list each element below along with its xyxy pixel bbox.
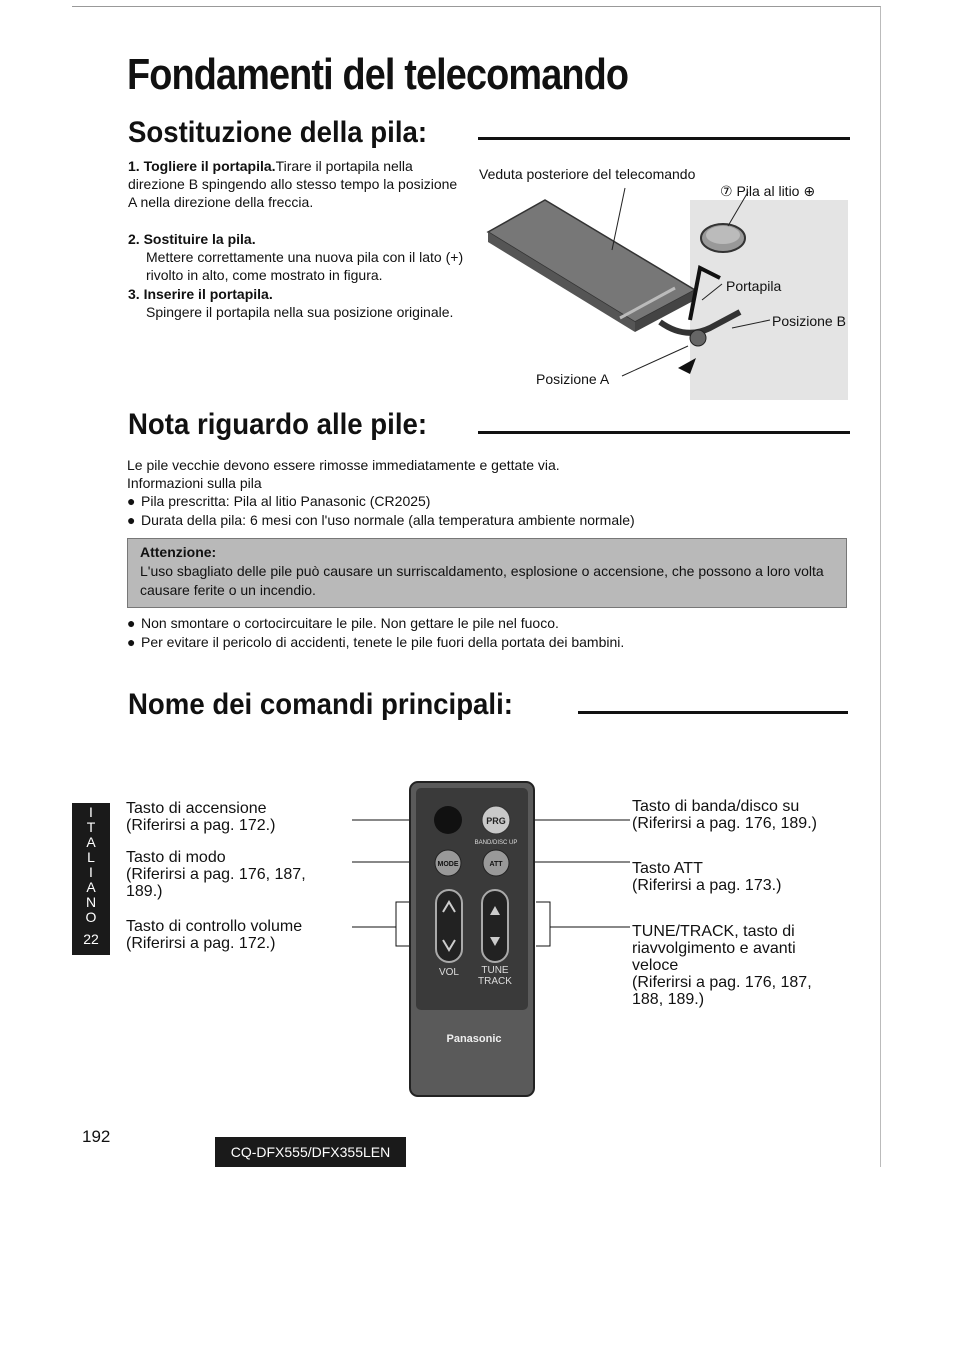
battery-section-heading: Sostituzione della pila: — [128, 116, 428, 149]
mode-button-label: MODE — [437, 861, 459, 868]
heading-rule — [578, 711, 848, 714]
position-a-label: Posizione A — [536, 371, 610, 387]
note-section-heading: Nota riguardo alle pile: — [128, 408, 428, 441]
holder-label: Portapila — [726, 278, 782, 294]
brand-logo: Panasonic — [446, 1033, 502, 1045]
band-disc-label: BAND/DISC UP — [474, 840, 518, 846]
list-item: ● Per evitare il pericolo di accidenti, tenete le pile fuori della portata dei bambini. — [127, 634, 625, 650]
tune-track-callout: TUNE/TRACK, tasto di riavvolgimento e avanti veloce (Riferirsi a pag. 176, 187, 188, 189.) — [632, 923, 812, 1008]
remote-control-illustration — [408, 780, 536, 1098]
language-tab: I T A L I A N O 22 — [72, 803, 110, 955]
att-button-label: ATT — [489, 861, 503, 868]
heading-rule — [478, 137, 850, 140]
model-code: CQ-DFX555/DFX355LEN — [215, 1137, 406, 1167]
caution-box: Attenzione: L'uso sbagliato delle pile può causare un surriscaldamento, esplosione o accensione, che possono a loro volta causare ferite o un incendio. — [127, 538, 847, 608]
att-button-callout: Tasto ATT (Riferirsi a pag. 173.) — [632, 860, 782, 894]
mode-button-callout: Tasto di modo (Riferirsi a pag. 176, 187, 189.) — [126, 849, 306, 900]
battery-diagram — [470, 150, 850, 400]
tune-track-rocker — [482, 890, 508, 962]
safety-list — [127, 614, 847, 652]
battery-info-list — [127, 492, 847, 530]
view-label: Veduta posteriore del telecomando — [479, 166, 696, 182]
page-number: 192 — [82, 1127, 111, 1146]
heading-rule — [478, 431, 850, 434]
power-button — [434, 806, 462, 834]
list-item: ● Non smontare o cortocircuitare le pile. Non gettare le pile nel fuoco. — [127, 615, 559, 631]
battery-label: ⑦ Pila al litio ⊕ — [720, 183, 816, 199]
list-item: ● Pila prescritta: Pila al litio Panasonic (CR2025) — [127, 493, 431, 509]
tune-label: TUNE — [481, 965, 509, 976]
step-1: 1. Togliere il portapila.Tirare il portapila nella direzione B spingendo allo stesso tempo la posizione A nella direzione della freccia. — [128, 158, 458, 210]
note-text: Le pile vecchie devono essere rimosse immediatamente e gettate via. Informazioni sulla pila — [127, 457, 560, 491]
step-2: 2. Sostituire la pila. Mettere correttamente una nuova pila con il lato (+) rivolto in alto, come mostrato in figura. — [128, 231, 464, 283]
step-3: 3. Inserire il portapila. Spingere il portapila nella sua posizione originale. — [128, 286, 454, 320]
list-item: ● Durata della pila: 6 mesi con l'uso normale (alla temperatura ambiente normale) — [127, 512, 635, 528]
vol-label: VOL — [438, 967, 460, 978]
page-title: Fondamenti del telecomando — [127, 50, 629, 99]
controls-section-heading: Nome dei comandi principali: — [128, 688, 513, 721]
volume-callout: Tasto di controllo volume (Riferirsi a pag. 172.) — [126, 918, 303, 952]
power-button-callout: Tasto di accensione (Riferirsi a pag. 172.) — [126, 800, 276, 834]
position-b-label: Posizione B — [772, 313, 846, 329]
track-label: TRACK — [478, 976, 512, 987]
prg-button-label: PRG — [486, 816, 506, 826]
band-disc-callout: Tasto di banda/disco su (Riferirsi a pag. 176, 189.) — [632, 798, 817, 832]
